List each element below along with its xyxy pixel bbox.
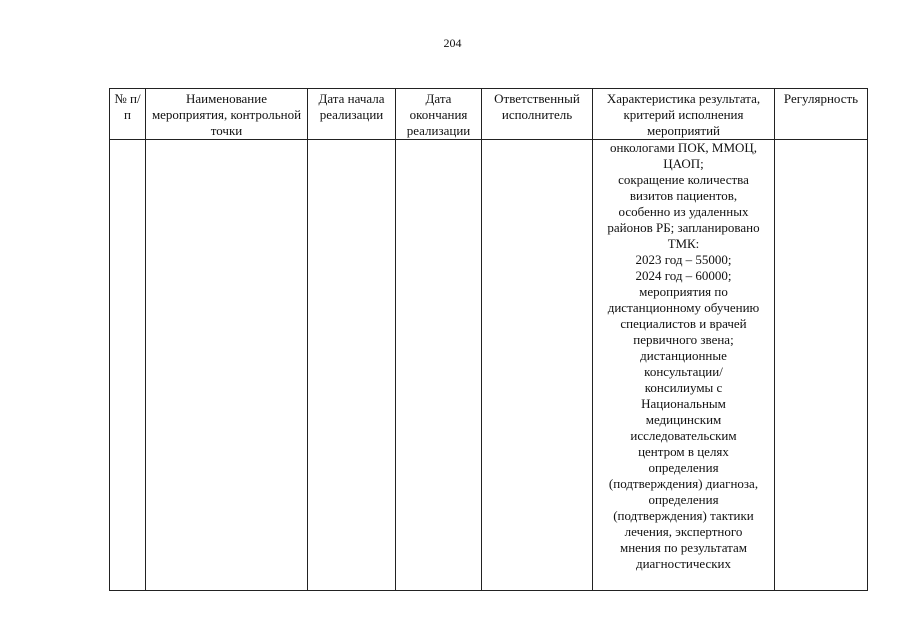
result-line: определения	[648, 492, 719, 507]
result-line: визитов пациентов,	[629, 188, 738, 203]
result-line: ЦАОП;	[663, 156, 704, 171]
header-activity-name: Наименование мероприятия, контрольной точки	[146, 89, 308, 140]
header-end-date: Дата окончания реализации	[396, 89, 482, 140]
header-executor: Ответственный исполнитель	[482, 89, 593, 140]
result-line: первичного звена;	[633, 332, 734, 347]
cell-number	[110, 140, 146, 591]
cell-start-date	[308, 140, 396, 591]
result-line: 2023 год – 55000;	[635, 252, 732, 267]
table-header-row	[110, 89, 868, 140]
cell-end-date	[396, 140, 482, 591]
result-line: 2024 год – 60000;	[635, 268, 732, 283]
result-line: сокращение количества	[618, 172, 749, 187]
result-line: определения	[648, 460, 719, 475]
cell-result	[593, 140, 775, 591]
result-line: медицинским	[645, 412, 722, 427]
result-line: дистанционному обучению	[607, 300, 760, 315]
activities-table	[109, 88, 868, 591]
cell-executor	[482, 140, 593, 591]
header-number: № п/п	[110, 89, 146, 140]
page-number: 204	[443, 36, 462, 50]
result-line: (подтверждения) тактики	[613, 508, 754, 523]
cell-activity-name	[146, 140, 308, 591]
result-line: консилиумы с	[644, 380, 723, 395]
result-line: (подтверждения) диагноза,	[608, 476, 759, 491]
result-line: районов РБ; запланировано	[607, 220, 760, 235]
result-line: консультации/	[644, 364, 723, 379]
result-line: ТМК:	[667, 236, 700, 251]
header-regularity: Регулярность	[775, 89, 868, 140]
result-line: диагностических	[635, 556, 732, 571]
result-line: дистанционные	[640, 348, 727, 363]
result-line: Национальным	[641, 396, 726, 411]
result-line: лечения, экспертного	[624, 524, 743, 539]
header-start-date: Дата начала реализации	[308, 89, 396, 140]
result-line: мероприятия по	[639, 284, 728, 299]
result-line: специалистов и врачей	[620, 316, 747, 331]
result-line: мнения по результатам	[619, 540, 748, 555]
result-line: онкологами ПОК, ММОЦ,	[609, 140, 758, 155]
header-result: Характеристика результата, критерий исполнения мероприятий	[593, 89, 775, 140]
result-line: исследовательским	[630, 428, 737, 443]
result-line: центром в целях	[638, 444, 729, 459]
table-row	[110, 140, 868, 591]
result-line: особенно из удаленных	[618, 204, 749, 219]
result-text	[595, 140, 772, 572]
cell-regularity	[775, 140, 868, 591]
